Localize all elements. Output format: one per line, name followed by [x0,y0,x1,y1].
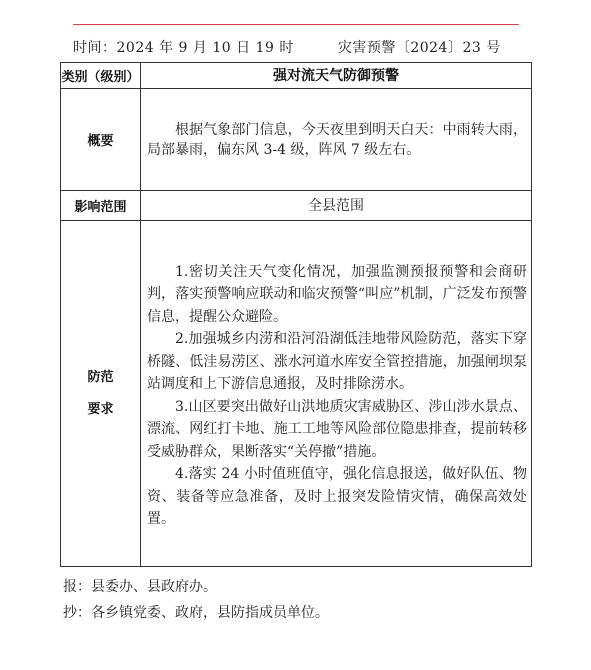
category-row [61,63,532,89]
issue-time: 时间：2024 年 9 月 10 日 19 时 [73,40,294,56]
report-to-line: 报：县委办、县政府办。 [63,579,217,595]
header-divider [73,24,519,25]
requirement-item: 2.加强城乡内涝和沿河沿湖低洼地带风险防范，落实下穿桥隧、低洼易涝区、涨水河道水库安全管控措施，加强闸坝泵站调度和上下游信息通报，及时排除涝水。 [147,331,527,392]
requirement-item: 1.密切关注天气变化情况，加强监测预报预警和会商研判，落实预警响应联动和临灾预警“叫应”机制，广泛发布预警信息，提醒公众避险。 [147,263,527,325]
warning-title: 强对流天气防御预警 [141,63,532,89]
summary-row [61,89,532,191]
requirements-row [61,221,532,567]
scope-label: 影响范围 [61,191,141,221]
summary-label: 概要 [61,89,141,191]
requirements-list [141,257,531,531]
requirements-label-line1: 防范 [87,369,114,385]
requirements-label [61,221,141,567]
category-label: 类别（级别） [61,63,141,89]
copy-to-line: 抄：各乡镇党委、政府，县防指成员单位。 [63,605,329,621]
scope-text: 全县范围 [141,191,532,221]
requirement-item: 4.落实 24 小时值班值守，强化信息报送，做好队伍、物资、装备等应急准备，及时上报突发险情灾情，确保高效处置。 [147,466,527,527]
document-number: 灾害预警〔2024〕23 号 [337,40,501,56]
requirements-label-line2: 要求 [87,401,114,417]
warning-table [60,62,532,567]
summary-text: 根据气象部门信息，今天夜里到明天白天：中雨转大雨，局部暴雨，偏东风 3-4 级，阵风 7 级左右。 [147,121,527,158]
requirement-item: 3.山区要突出做好山洪地质灾害威胁区、涉山涉水景点、漂流、网红打卡地、施工工地等风险部位隐患排查，提前转移受威胁群众，果断落实“关停撤”措施。 [147,398,527,460]
scope-row [61,191,532,221]
document-header [73,37,533,57]
